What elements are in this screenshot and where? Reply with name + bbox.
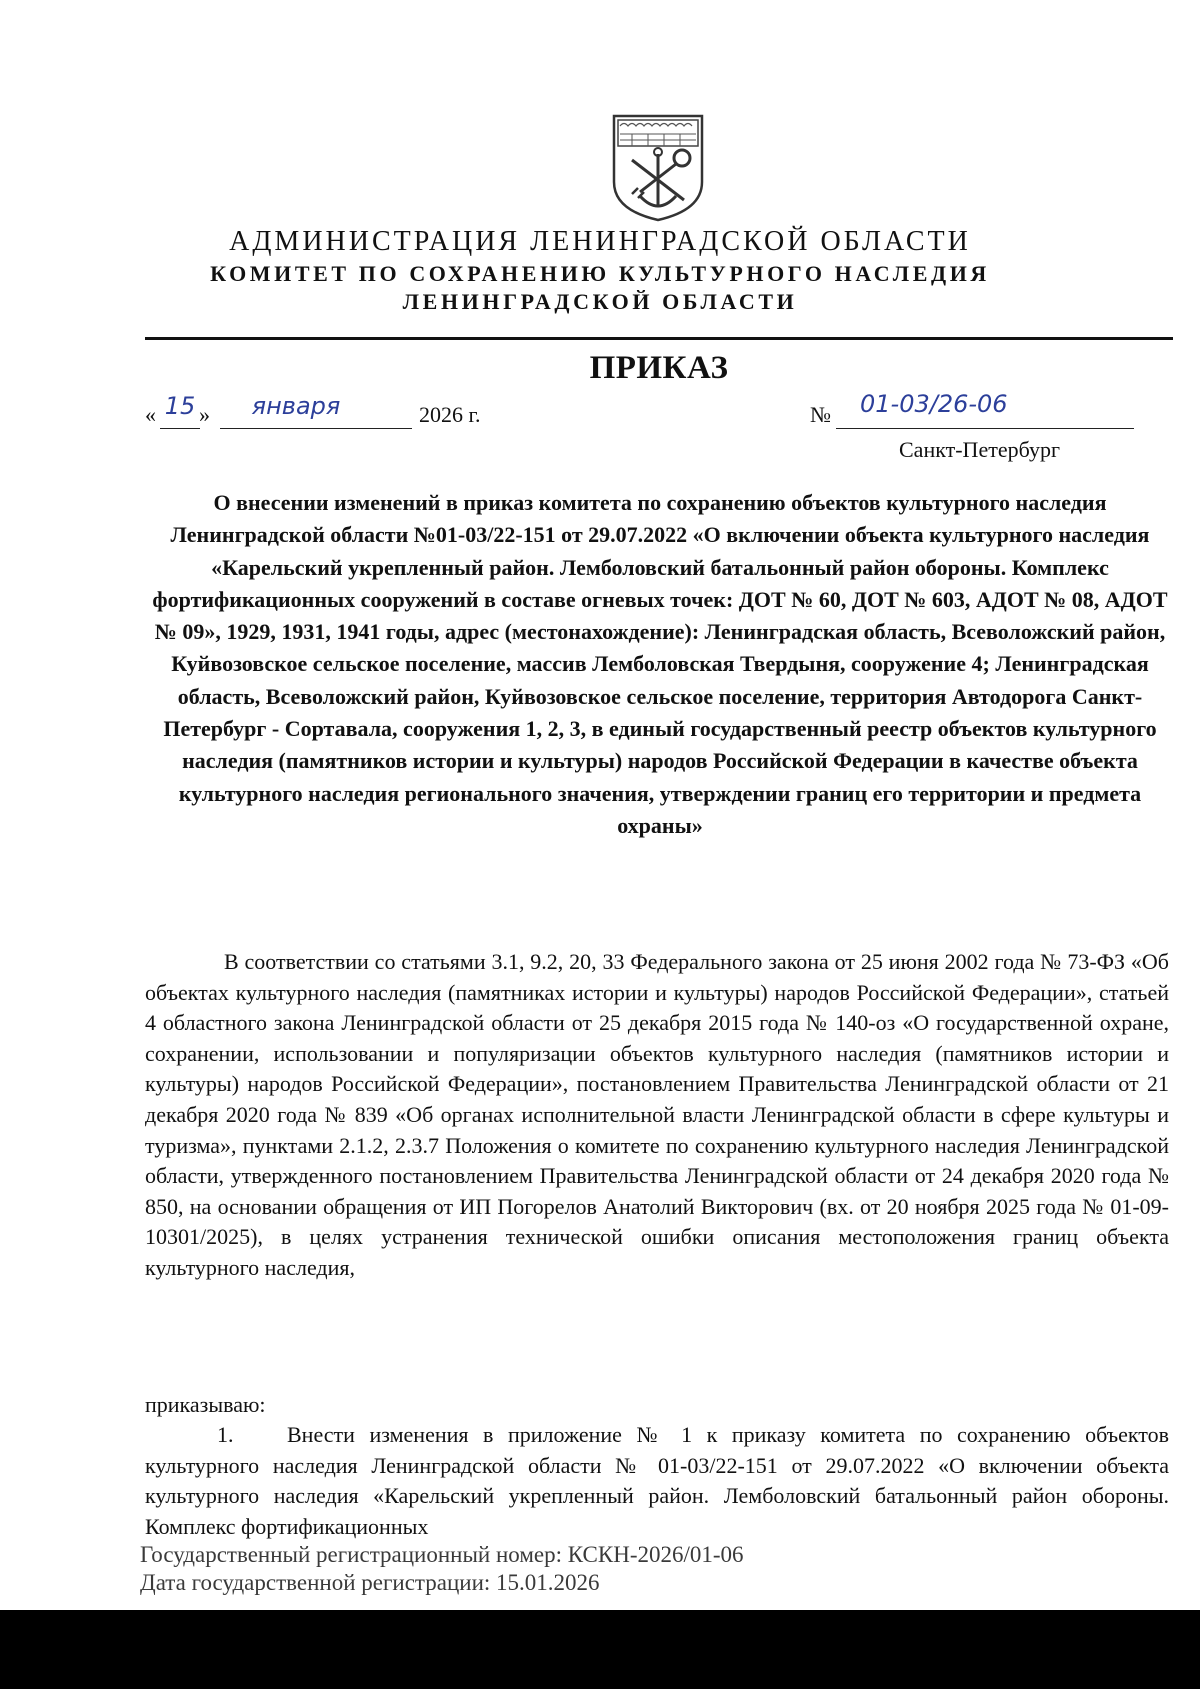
- order-number-underline: [836, 428, 1134, 429]
- date-year: 2026 г.: [419, 402, 481, 427]
- order-number-label: №: [810, 402, 831, 427]
- order-word: приказываю:: [145, 1392, 266, 1417]
- registration-date: Дата государственной регистрации: 15.01.2026: [140, 1570, 600, 1595]
- date-open-quote: «: [145, 402, 156, 427]
- header-divider: [145, 337, 1173, 340]
- date-month-underline: [220, 428, 412, 429]
- date-month: января: [251, 392, 341, 420]
- coat-of-arms-icon: [610, 112, 706, 224]
- order-number: 01-03/26-06: [860, 390, 1008, 418]
- page-title: ПРИКАЗ: [589, 350, 729, 386]
- date-day-underline: [160, 428, 200, 429]
- registration-number: Государственный регистрационный номер: КСКН-2026/01-06: [140, 1542, 744, 1567]
- order-item-1: [145, 1420, 1169, 1542]
- preamble-paragraph: В соответствии со статьями 3.1, 9.2, 20, 33 Федерального закона от 25 июня 2002 года № 73-ФЗ «Об объектах культурного наследия (памятниках истории и культуры) народов Российской Федерации», статьей 4 областного закона Ленинградской области от 25 декабря 2015 года № 140-оз «О государственной охране, сохранении, использовании и популяризации объектов культурного наследия (памятников истории и культуры) народов Российской Федерации», постановлением Правительства Ленинградской области от 21 декабря 2020 года № 839 «Об органах исполнительной власти Ленинградской области в сфере культуры и туризма», пунктами 2.1.2, 2.3.7 Положения о комитете по сохранению культурного наследия Ленинградской области, утвержденного постановлением Правительства Ленинградской области от 24 декабря 2020 года № 850, на основании обращения от ИП Погорелов Анатолий Викторович (вх. от 20 ноября 2025 года № 01-09-10301/2025), в целях устранения технической ошибки описания местоположения границ объекта культурного наследия,: [145, 949, 1169, 1280]
- city: Санкт-Петербург: [899, 437, 1060, 462]
- administration-heading: АДМИНИСТРАЦИЯ ЛЕНИНГРАДСКОЙ ОБЛАСТИ: [229, 226, 971, 257]
- scan-bottom-edge: [0, 1610, 1200, 1689]
- order-subject: О внесении изменений в приказ комитета по сохранению объектов культурного наследия Ленинградской области №01-03/22-151 от 29.07.2022 «О включении объекта культурного наследия «Карельский укрепленный район. Лемболовский батальонный район обороны. Комплекс фортификационных сооружений в составе огневых точек: ДОТ № 60, ДОТ № 603, АДОТ № 08, АДОТ № 09», 1929, 1931, 1941 годы, адрес (местонахождение): Ленинградская область, Всеволожский район, Куйвозовское сельское поселение, массив Лемболовская Твердыня, сооружение 4; Ленинградская область, Всеволожский район, Куйвозовское сельское поселение, территория Автодорога Санкт-Петербург - Сортавала, сооружения 1, 2, 3, в единый государственный реестр объектов культурного наследия (памятников истории и культуры) народов Российской Федерации в качестве объекта культурного наследия регионального значения, утверждении границ его территории и предмета охраны»: [152, 490, 1168, 838]
- order-item-number: 1.: [217, 1422, 234, 1447]
- region-heading: ЛЕНИНГРАДСКОЙ ОБЛАСТИ: [402, 289, 798, 314]
- committee-heading: КОМИТЕТ ПО СОХРАНЕНИЮ КУЛЬТУРНОГО НАСЛЕДИЯ: [210, 261, 990, 286]
- date-day: 15: [164, 392, 196, 420]
- date-close-quote: »: [199, 402, 210, 427]
- order-item-text: Внести изменения в приложение № 1 к приказу комитета по сохранению объектов культурного наследия Ленинградской области № 01-03/22-151 от 29.07.2022 «О включении объекта культурного наследия «Карельский укрепленный район. Лемболовский батальонный район обороны. Комплекс фортификационных: [145, 1422, 1169, 1539]
